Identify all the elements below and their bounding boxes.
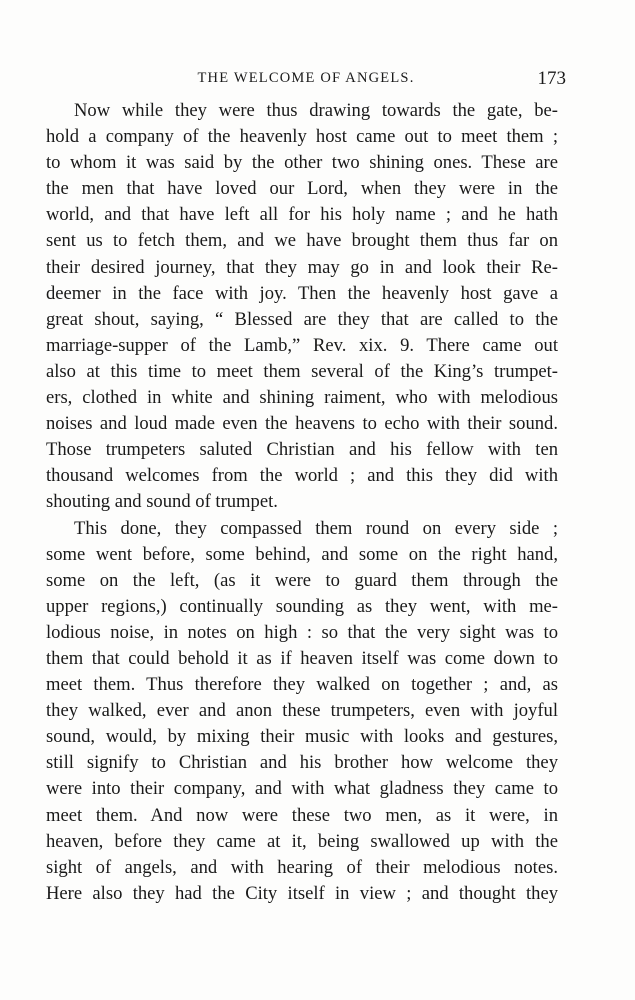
text-line: them that could behold it as if heaven itself was come down to: [46, 647, 558, 669]
text-line: hold a company of the heavenly host came out to meet them ;: [46, 126, 558, 148]
text-line: world, and that have left all for his holy name ; and he hath: [46, 204, 558, 226]
text-line: sent us to fetch them, and we have brought them thus far on: [46, 230, 558, 252]
text-line: This done, they compassed them round on every side ;: [74, 517, 558, 539]
text-line: sight of angels, and with hearing of their melodious notes.: [46, 856, 558, 878]
text-line: noises and loud made even the heavens to echo with their sound.: [46, 413, 558, 435]
text-line: they walked, ever and anon these trumpeters, even with joyful: [46, 700, 558, 722]
text-line: marriage-supper of the Lamb,” Rev. xix. 9. There came out: [46, 334, 558, 356]
text-line: Now while they were thus drawing towards the gate, be-: [74, 100, 558, 121]
text-line: were into their company, and with what gladness they came to: [46, 778, 558, 800]
text-line: their desired journey, that they may go in and look their Re-: [46, 256, 558, 278]
text-line: some went before, some behind, and some on the right hand,: [46, 543, 558, 565]
paragraph-1: [46, 98, 558, 516]
paragraph-2: [46, 516, 558, 907]
running-title: THE WELCOME OF ANGELS.: [197, 70, 415, 86]
text-line: shouting and sound of trumpet.: [46, 491, 278, 513]
text-line: sound, would, by mixing their music with looks and gestures,: [46, 726, 558, 748]
text-line: thousand welcomes from the world ; and this they did with: [46, 465, 558, 487]
text-line: lodious noise, in notes on high : so that the very sight was to: [46, 621, 558, 643]
text-line: great shout, saying, “ Blessed are they that are called to the: [46, 308, 558, 330]
text-line: some on the left, (as it were to guard them through the: [46, 569, 558, 591]
text-line: upper regions,) continually sounding as they went, with me-: [46, 595, 558, 617]
text-line: Those trumpeters saluted Christian and his fellow with ten: [46, 439, 558, 461]
page-number: 173: [537, 68, 566, 89]
running-head: [46, 68, 566, 92]
text-line: also at this time to meet them several of the King’s trumpet-: [46, 360, 558, 382]
text-line: deemer in the face with joy. Then the heavenly host gave a: [46, 282, 558, 304]
text-line: heaven, before they came at it, being swallowed up with the: [46, 830, 558, 852]
text-line: to whom it was said by the other two shining ones. These are: [46, 152, 558, 174]
text-line: Here also they had the City itself in view ; and thought they: [46, 882, 558, 904]
text-line: meet them. And now were these two men, as it were, in: [46, 804, 558, 826]
body-text: [46, 98, 558, 907]
text-line: ers, clothed in white and shining raiment, who with melodious: [46, 387, 558, 409]
text-line: still signify to Christian and his brother how welcome they: [46, 752, 558, 774]
text-line: meet them. Thus therefore they walked on together ; and, as: [46, 674, 558, 696]
text-line: the men that have loved our Lord, when they were in the: [46, 178, 558, 200]
